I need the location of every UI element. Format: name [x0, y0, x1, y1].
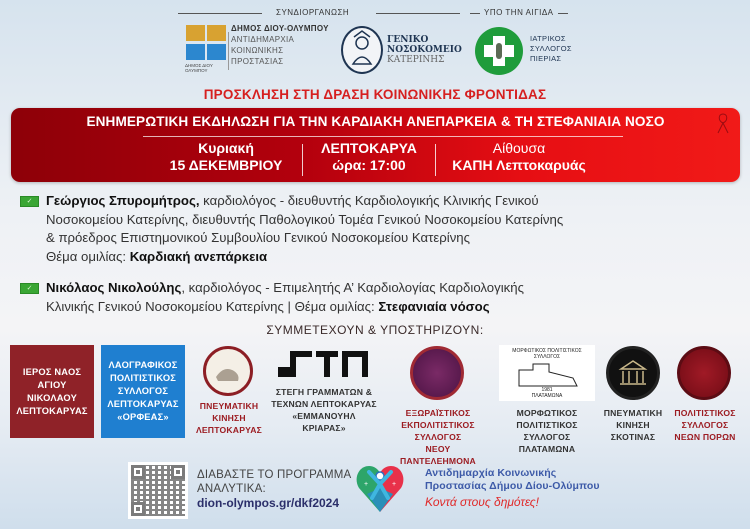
dimos-line3: ΚΟΙΝΩΝΙΚΗΣ — [231, 46, 284, 55]
org-line: ΝΕΟΥ ΠΑΝΤΕΛΕΗΜΟΝΑ — [400, 444, 476, 466]
org-neos-panteleimonas — [393, 407, 483, 467]
speaker-1-line3: & πρόεδρος Επιστημονικού Συμβουλίου Γενικού Νοσοκομείου Κατερίνης — [46, 230, 470, 245]
dimos-dion-olympos-logo — [185, 24, 227, 74]
speaker-1-name: Γεώργιος Σπυρομήτρος, — [46, 193, 200, 208]
dimos-caption: ΔΗΜΟΣ ΔΙΟΥ ΟΛΥΜΠΟΥ — [185, 63, 213, 73]
speaker-2-topic: Στεφανιαία νόσος — [378, 298, 490, 314]
org-line: ΛΕΠΤΟΚΑΡΥΑΣ — [195, 425, 263, 435]
org-line: ΛΕΠΤΟΚΑΡΥΑΣ — [107, 399, 179, 409]
dimos-line2: ΑΝΤΙΔΗΜΑΡΧΙΑ — [231, 35, 295, 44]
speaker-2-bio — [46, 279, 740, 316]
banner-divider — [143, 136, 623, 137]
org-line: ΠΟΛΙΤΙΣΤΙΚΟΣ — [674, 408, 736, 418]
qr-finder — [131, 465, 145, 479]
platamonas-castle-logo-icon — [499, 345, 595, 401]
coat-of-arms-icon — [186, 25, 205, 41]
header-rule-right-b — [558, 13, 568, 14]
banner-separator — [302, 144, 303, 176]
medical-line1: ΙΑΤΡΙΚΟΣ — [530, 34, 566, 43]
event-date-text: 15 ΔΕΚΕΜΒΡΙΟΥ — [169, 157, 283, 173]
speaker-1-topic: Καρδιακή ανεπάρκεια — [129, 248, 268, 264]
event-place: ΛΕΠΤΟΚΑΡΥΑ — [321, 140, 417, 156]
medical-line3: ΠΙΕΡΙΑΣ — [530, 54, 562, 63]
org-skotinas — [595, 407, 671, 443]
dimos-name: ΔΗΜΟΣ ΔΙΟΥ-ΟΛΥΜΠΟΥ — [231, 24, 329, 33]
read-line1: ΔΙΑΒΑΣΤΕ ΤΟ ΠΡΟΓΡΑΜΜΑ — [197, 469, 352, 481]
org-orfeas — [101, 345, 185, 438]
banner-separator — [435, 144, 436, 176]
org-line: ΣΥΛΛΟΓΟΣ — [117, 386, 169, 396]
brand-line1: Αντιδημαρχία Κοινωνικής — [425, 467, 557, 479]
platamonas-logo-bottom: ΠΛΑΤΑΜΩΝΑ — [531, 393, 563, 399]
org-line: ΜΟΡΦΩΤΙΚΟΣ — [516, 408, 578, 418]
org-neoi-poroi — [665, 407, 745, 443]
org-pneumatiki-kinisi-leptokarya — [189, 400, 269, 436]
program-link[interactable]: dion-olympos.gr/dkf2024 — [197, 496, 340, 510]
dimos-divider — [228, 32, 229, 70]
event-title: ΕΝΗΜΕΡΩΤΙΚΗ ΕΚΔΗΛΩΣΗ ΓΙΑ ΤΗΝ ΚΑΡΔΙΑΚΗ ΑΝΕΠΑΡΚΕΙΑ & ΤΗ ΣΤΕΦΑΝΙΑΙΑ ΝΟΣΟ — [86, 114, 665, 129]
qr-pattern — [131, 465, 185, 516]
event-banner — [11, 108, 740, 182]
skotina-temple-seal-icon — [606, 346, 660, 400]
org-line: ΛΑΟΓΡΑΦΙΚΟΣ — [108, 360, 178, 370]
svg-text:+: + — [392, 481, 397, 488]
platamonas-logo-top: ΜΟΡΦΩΤΙΚΟΣ ΠΟΛΙΤΙΣΤΙΚΟΣ ΣΥΛΛΟΓΟΣ — [512, 348, 582, 360]
check-icon: ✓ — [20, 283, 39, 294]
speaker-1-line1: καρδιολόγος - διευθυντής Καρδιολογικής Κλινικής Γενικού — [199, 193, 539, 208]
event-place-time — [307, 140, 431, 174]
dimos-logo-text — [231, 23, 329, 67]
org-line: ΠΝΕΥΜΑΤΙΚΗ — [603, 408, 663, 418]
supporters-title: ΣΥΜΜΕΤΕΧΟΥΝ & ΥΠΟΣΤΗΡΙΖΟΥΝ: — [266, 323, 484, 337]
invitation-title: ΠΡΟΣΚΛΗΣΗ ΣΤΗ ΔΡΑΣΗ ΚΟΙΝΩΝΙΚΗΣ ΦΡΟΝΤΙΔΑΣ — [203, 87, 547, 102]
org-line: ΠΝΕΥΜΑΤΙΚΗ — [199, 401, 259, 411]
speaker-1 — [20, 192, 740, 266]
heart-logo-icon — [355, 462, 405, 514]
medical-association-text — [530, 34, 572, 64]
speaker-2-name: Νικόλαος Νικολούλης — [46, 280, 182, 295]
neoi-poroi-seal-icon — [677, 346, 731, 400]
hospital-line1: ΓΕΝΙΚΟ — [387, 35, 429, 45]
venue-name: ΚΑΠΗ Λεπτοκαρυάς — [452, 157, 586, 173]
hospital-line3: ΚΑΤΕΡΙΝΗΣ — [387, 55, 445, 65]
speaker-1-topic-label: Θέμα ομιλίας: — [46, 248, 130, 264]
org-line: ΣΥΛΛΟΓΟΣ — [414, 432, 462, 442]
event-day: Κυριακή — [198, 140, 254, 156]
header-rule-middle — [376, 13, 460, 14]
pneumatiki-kinisi-leptokarya-seal-icon — [203, 346, 253, 396]
venue-label: Αίθουσα — [492, 140, 546, 156]
speaker-2 — [20, 279, 740, 316]
hospital-seal-icon — [341, 26, 383, 74]
dimos-line4: ΠΡΟΣΤΑΣΙΑΣ — [231, 57, 284, 66]
brand-slogan: Κοντά στους δημότες! — [425, 495, 539, 509]
org-line: ΣΚΟΤΙΝΑΣ — [610, 432, 656, 442]
stegi-grammaton-logo-icon — [276, 347, 372, 379]
brand-line2: Προστασίας Δήμου Δίου-Ολύμπου — [425, 480, 600, 492]
hospital-logo-text — [387, 35, 462, 65]
coat-of-arms-icon — [207, 25, 226, 41]
org-line: «ΕΜΜΑΝΟΥΗΛ — [292, 411, 356, 421]
org-line: «ΟΡΦΕΑΣ» — [117, 412, 169, 422]
neos-panteleimonas-seal-icon — [410, 346, 464, 400]
org-line: ΙΕΡΟΣ ΝΑΟΣ — [22, 366, 82, 377]
event-time: ώρα: 17:00 — [332, 157, 406, 173]
org-line: ΠΛΑΤΑΜΩΝΑ — [518, 444, 576, 454]
org-line: ΤΕΧΝΩΝ ΛΕΠΤΟΚΑΡΥΑΣ — [271, 399, 377, 409]
speaker-1-bio — [46, 192, 740, 266]
header-rule-right-a — [470, 13, 480, 14]
org-line: ΣΥΛΛΟΓΟΣ — [681, 420, 729, 430]
org-platamonas — [505, 407, 589, 455]
org-line: ΠΟΛΙΤΙΣΤΙΚΟΣ — [516, 420, 578, 430]
org-line: ΚΡΙΑΡΑΣ» — [302, 423, 346, 433]
check-icon: ✓ — [20, 196, 39, 207]
hospital-line2: ΝΟΣΟΚΟΜΕΙΟ — [387, 45, 462, 55]
qr-finder — [131, 502, 145, 516]
org-line: ΛΕΠΤΟΚΑΡΥΑΣ — [16, 405, 88, 416]
coat-of-arms-icon — [207, 44, 226, 60]
read-program-text — [197, 468, 351, 496]
org-line: ΕΚΠΟΛΙΤΙΣΤΙΚΟΣ — [401, 420, 475, 430]
medical-line2: ΣΥΛΛΟΓΟΣ — [530, 44, 572, 53]
auspices-label: ΥΠΟ ΤΗΝ ΑΙΓΙΔΑ — [484, 8, 554, 17]
medical-association-seal-icon — [475, 27, 523, 75]
org-line: ΚΙΝΗΣΗ — [616, 420, 650, 430]
org-line: ΝΙΚΟΛΑΟΥ — [26, 392, 77, 403]
org-line: ΣΤΕΓΗ ΓΡΑΜΜΑΤΩΝ & — [275, 387, 373, 397]
org-ieros-naos — [10, 345, 94, 438]
qr-code[interactable] — [128, 462, 188, 519]
speaker-2-line2: Κλινικής Γενικού Νοσοκομείου Κατερίνης | Θέμα ομιλίας: — [46, 298, 379, 314]
qr-finder — [171, 465, 185, 479]
svg-text:+: + — [364, 481, 369, 488]
org-line: ΠΟΛΙΤΙΣΤΙΚΟΣ — [109, 373, 177, 383]
header-rule-left — [178, 13, 262, 14]
speaker-2-line1: , καρδιολόγος - Επιμελητής Α’ Καρδιολογίας Καρδιολογικής — [181, 280, 524, 295]
event-date — [157, 140, 295, 174]
platamonas-logo-year: 1981 — [541, 387, 553, 393]
speaker-1-line2: Νοσοκομείου Κατερίνης, διευθυντής Παθολογικού Τομέα Γενικού Νοσοκομείου Κατερίνης — [46, 211, 564, 227]
coat-of-arms-icon — [186, 44, 205, 60]
read-line2: ΑΝΑΛΥΤΙΚΑ: — [197, 483, 266, 495]
event-venue — [439, 140, 599, 174]
org-line: ΚΙΝΗΣΗ — [212, 413, 246, 423]
org-line: ΣΥΛΛΟΓΟΣ — [523, 432, 571, 442]
awareness-ribbon-icon — [716, 112, 730, 134]
org-line: ΝΕΩΝ ΠΟΡΩΝ — [674, 432, 736, 442]
coorganization-label: ΣΥΝΔΙΟΡΓΑΝΩΣΗ — [276, 8, 350, 17]
org-line: ΕΞΩΡΑΪΣΤΙΚΟΣ — [405, 408, 471, 418]
org-line: ΑΓΙΟΥ — [37, 379, 67, 390]
org-stegi-grammaton — [262, 386, 386, 434]
